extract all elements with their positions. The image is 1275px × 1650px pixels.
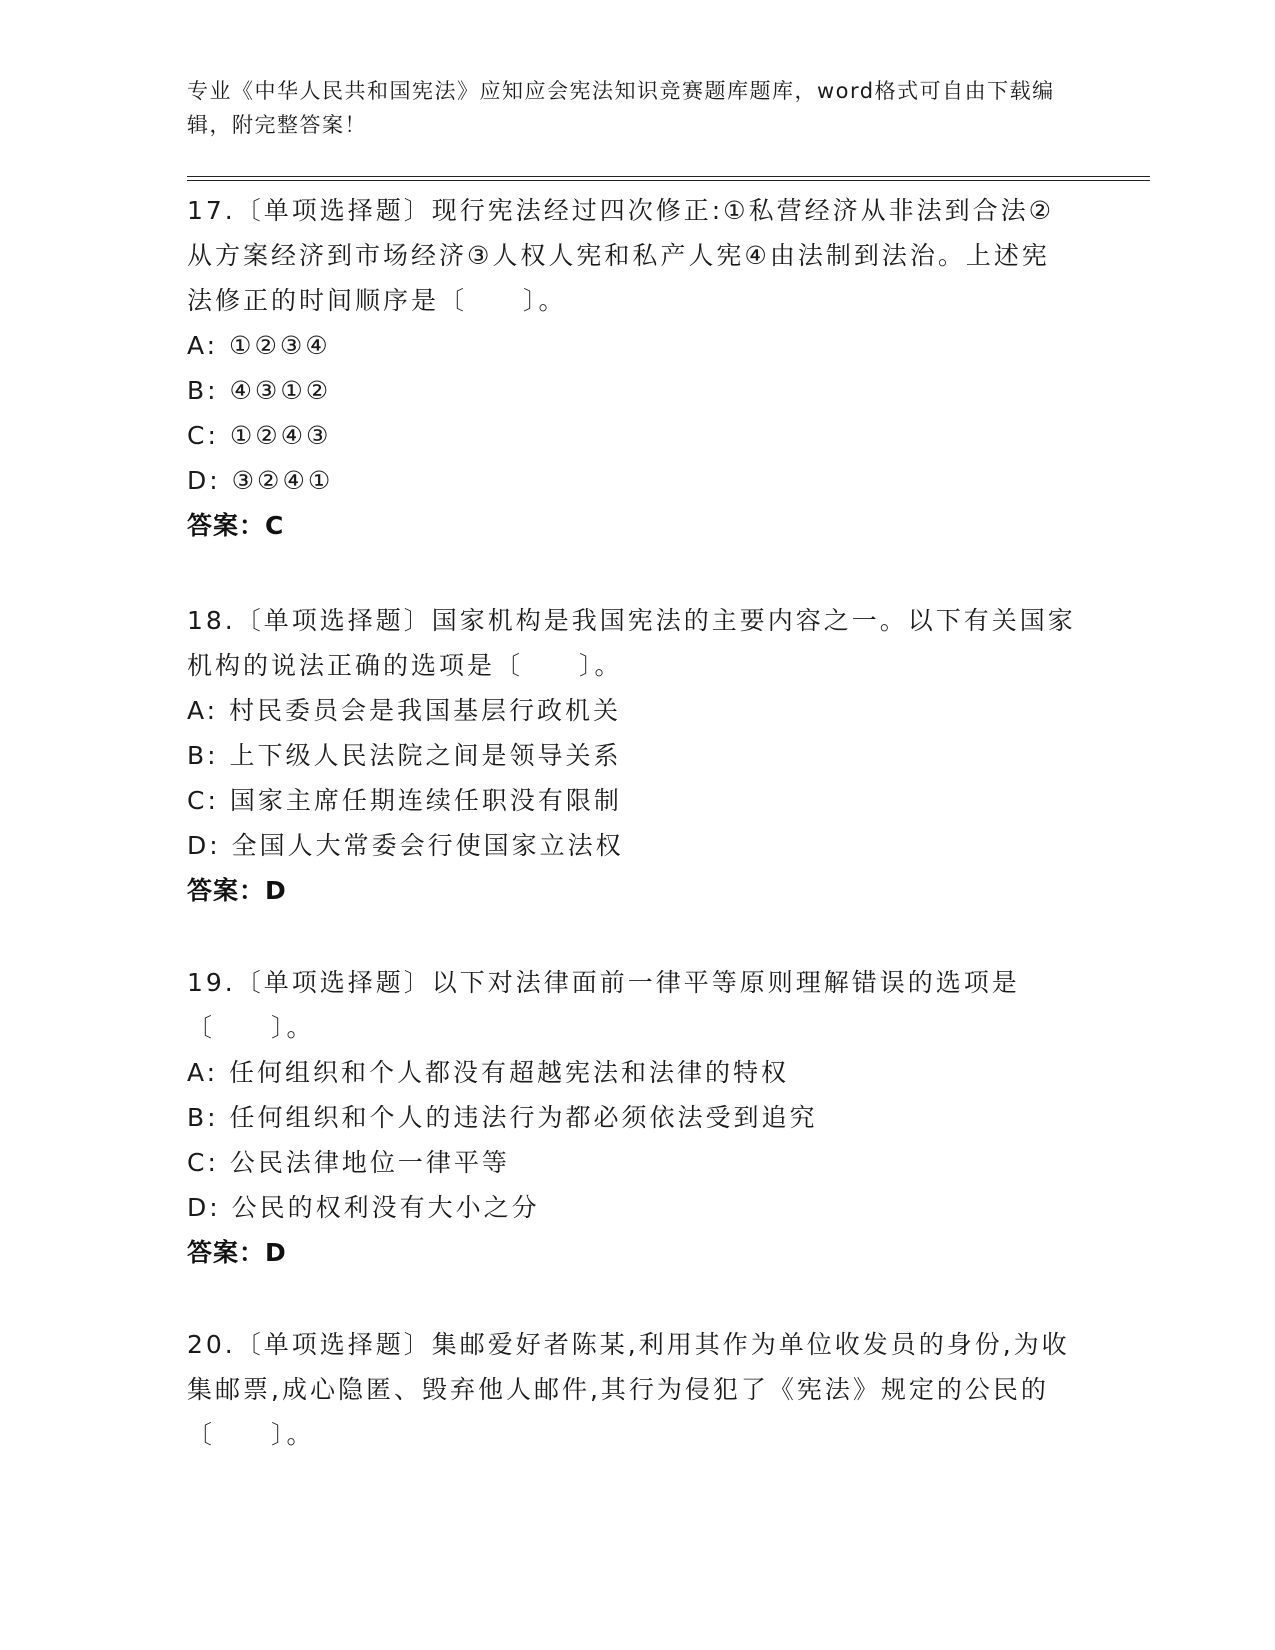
header-divider [187, 176, 1150, 181]
question-18 [187, 598, 1077, 913]
option-b: B: ④③①② [187, 376, 332, 405]
option-d: D: 全国人大常委会行使国家立法权 [187, 831, 624, 860]
option-b: B: 上下级人民法院之间是领导关系 [187, 741, 622, 770]
question-stem: 17.〔单项选择题〕现行宪法经过四次修正:①私营经济从非法到合法②从方案经济到市场经济③人权人宪和私产人宪④由法制到法治。上述宪法修正的时间顺序是〔 〕。 [187, 196, 1055, 315]
option-a: A: ①②③④ [187, 331, 331, 360]
option-c: C: ①②④③ [187, 421, 332, 450]
option-b: B: 任何组织和个人的违法行为都必须依法受到追究 [187, 1103, 818, 1132]
answer: 答案：C [187, 511, 285, 540]
question-stem: 20.〔单项选择题〕集邮爱好者陈某,利用其作为单位收发员的身份,为收集邮票,成心隐匿、毁弃他人邮件,其行为侵犯了《宪法》规定的公民的〔 〕。 [187, 1330, 1070, 1449]
question-stem: 19.〔单项选择题〕以下对法律面前一律平等原则理解错误的选项是〔 〕。 [187, 968, 1020, 1042]
option-c: C: 公民法律地位一律平等 [187, 1148, 510, 1177]
option-d: D: ③②④① [187, 466, 334, 495]
question-17 [187, 188, 1077, 548]
question-19 [187, 960, 1077, 1275]
answer: 答案：D [187, 876, 287, 905]
option-a: A: 村民委员会是我国基层行政机关 [187, 696, 622, 725]
question-20 [187, 1322, 1077, 1457]
option-c: C: 国家主席任期连续任职没有限制 [187, 786, 622, 815]
question-stem: 18.〔单项选择题〕国家机构是我国宪法的主要内容之一。以下有关国家机构的说法正确的选项是〔 〕。 [187, 606, 1076, 680]
option-a: A: 任何组织和个人都没有超越宪法和法律的特权 [187, 1058, 790, 1087]
option-d: D: 公民的权利没有大小之分 [187, 1193, 540, 1222]
document-header: 专业《中华人民共和国宪法》应知应会宪法知识竞赛题库题库，word格式可自由下载编辑，附完整答案！ [187, 79, 1055, 137]
answer: 答案：D [187, 1238, 287, 1267]
